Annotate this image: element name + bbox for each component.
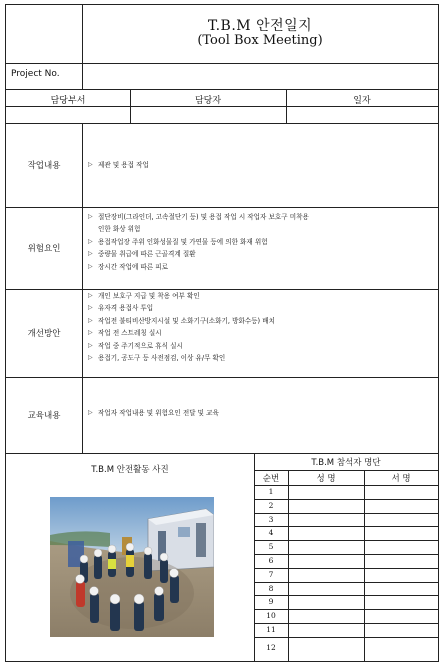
risk-factors-label: 위험요인 [27, 244, 61, 254]
attendee-name-field[interactable] [289, 485, 364, 499]
triangle-bullet-icon: ▷ [88, 262, 93, 270]
education-list [88, 407, 433, 419]
attendance-row [254, 637, 438, 659]
improvement-label: 개선방안 [27, 329, 61, 339]
attendee-name-field[interactable] [289, 609, 364, 623]
dept-label: 담당부서 [50, 96, 86, 106]
attendance-row [254, 485, 438, 499]
photo-section-label: T.B.M 안전활동 사진 [91, 465, 169, 475]
triangle-bullet-icon: ▷ [88, 316, 93, 324]
attendance-col-sign: 서 명 [391, 473, 411, 484]
attendee-signature-field[interactable] [365, 554, 438, 568]
attendee-name-field[interactable] [289, 637, 364, 659]
tbm-activity-photo [50, 497, 214, 637]
attendance-row-number: 2 [268, 500, 274, 510]
attendee-name-field[interactable] [289, 554, 364, 568]
attendance-row [254, 595, 438, 609]
triangle-bullet-icon: ▷ [88, 409, 93, 416]
work-content-label: 작업내용 [27, 161, 61, 171]
attendee-name-field[interactable] [289, 623, 364, 637]
attendee-signature-field[interactable] [365, 540, 438, 554]
attendee-signature-field[interactable] [365, 513, 438, 527]
list-item: ▷ 장시간 작업에 따른 피로 [88, 261, 436, 273]
triangle-bullet-icon: ▷ [88, 354, 93, 362]
triangle-bullet-icon: ▷ [88, 329, 93, 337]
person-label: 담당자 [194, 96, 222, 106]
tbm-form [5, 4, 439, 662]
attendance-row [254, 554, 438, 568]
attendance-title: T.B.M 참석자 명단 [311, 457, 381, 468]
attendee-name-field[interactable] [289, 513, 364, 527]
attendee-name-field[interactable] [289, 499, 364, 513]
list-item: ▷ 용접기, 공도구 등 사전점검, 이상 유/무 확인 [88, 352, 436, 364]
attendance-row-number: 7 [268, 569, 274, 579]
attendance-col-no: 순번 [262, 473, 280, 484]
education-label: 교육내용 [27, 411, 61, 421]
project-no-label: Project No. [11, 69, 60, 79]
list-item: ▷ 제관 및 용접 작업 [88, 159, 433, 171]
attendee-name-field[interactable] [289, 595, 364, 609]
attendee-signature-field[interactable] [365, 637, 438, 659]
attendance-row [254, 582, 438, 596]
triangle-bullet-icon: ▷ [88, 292, 93, 299]
attendee-name-field[interactable] [289, 540, 364, 554]
work-content-list [88, 159, 433, 171]
triangle-bullet-icon: ▷ [88, 237, 93, 245]
list-item: ▷ 개인 보호구 지급 및 착용 여부 확인 [88, 290, 436, 302]
attendee-signature-field[interactable] [365, 595, 438, 609]
attendance-row [254, 513, 438, 527]
triangle-bullet-icon: ▷ [88, 161, 93, 168]
list-item: ▷ 용접작업장 주위 인화성물질 및 가연물 등에 의한 화재 위험 [88, 236, 436, 248]
list-item: ▷ 중량물 취급에 따른 근골격계 질환 [88, 248, 436, 260]
improvement-list [88, 290, 436, 364]
attendee-name-field[interactable] [289, 526, 364, 540]
attendance-row [254, 540, 438, 554]
attendance-row-number: 12 [266, 642, 276, 652]
attendance-row [254, 499, 438, 513]
attendee-signature-field[interactable] [365, 609, 438, 623]
tbm-photo-illustration [50, 497, 214, 637]
attendance-row-number: 11 [266, 625, 276, 634]
attendee-name-field[interactable] [289, 568, 364, 582]
list-item-continuation: 인한 화상 위험 [98, 225, 141, 234]
triangle-bullet-icon: ▷ [88, 213, 93, 220]
attendance-row [254, 568, 438, 582]
attendee-name-field[interactable] [289, 582, 364, 596]
list-item: ▷ 작업자 작업내용 및 위험요인 전달 및 교육 [88, 407, 433, 419]
triangle-bullet-icon: ▷ [88, 250, 93, 258]
attendance-row-number: 5 [268, 542, 274, 552]
list-item: ▷ 절단장비(그라인더, 고속절단기 등) 및 용접 작업 시 작업자 보호구 미착용 [88, 211, 436, 223]
attendance-col-name: 성 명 [316, 473, 336, 484]
attendance-row-number: 9 [268, 597, 274, 607]
person-field[interactable] [132, 108, 284, 121]
attendance-row-number: 6 [268, 556, 274, 565]
project-no-field[interactable] [84, 65, 434, 87]
attendee-signature-field[interactable] [365, 568, 438, 582]
attendee-signature-field[interactable] [365, 582, 438, 596]
date-label: 일자 [353, 96, 371, 106]
attendance-row-number: 8 [268, 583, 274, 593]
attendance-row [254, 623, 438, 637]
risk-factors-list [88, 211, 436, 273]
document-title: T.B.M 안전일지 [207, 18, 313, 34]
attendance-row [254, 609, 438, 623]
attendance-row [254, 526, 438, 540]
list-item: ▷ 유자격 용접사 투입 [88, 302, 436, 314]
list-item: ▷ 작업전 불티비산방지시설 및 소화기구(소화기, 방화수등) 배치 [88, 315, 436, 327]
date-field[interactable] [288, 108, 436, 121]
attendance-row-number: 1 [268, 487, 274, 496]
triangle-bullet-icon: ▷ [88, 304, 93, 312]
attendance-row-number: 10 [266, 611, 276, 621]
document-subtitle: (Tool Box Meeting) [197, 33, 323, 48]
attendee-signature-field[interactable] [365, 499, 438, 513]
list-item: ▷ 작업 전 스트레칭 실시 [88, 327, 436, 339]
dept-field[interactable] [8, 108, 128, 121]
list-item: ▷ 작업 중 주기적으로 휴식 실시 [88, 340, 436, 352]
attendee-signature-field[interactable] [365, 623, 438, 637]
attendance-row-number: 4 [268, 528, 274, 538]
attendee-signature-field[interactable] [365, 485, 438, 499]
attendee-signature-field[interactable] [365, 526, 438, 540]
attendance-row-number: 3 [268, 514, 274, 524]
triangle-bullet-icon: ▷ [88, 341, 93, 349]
